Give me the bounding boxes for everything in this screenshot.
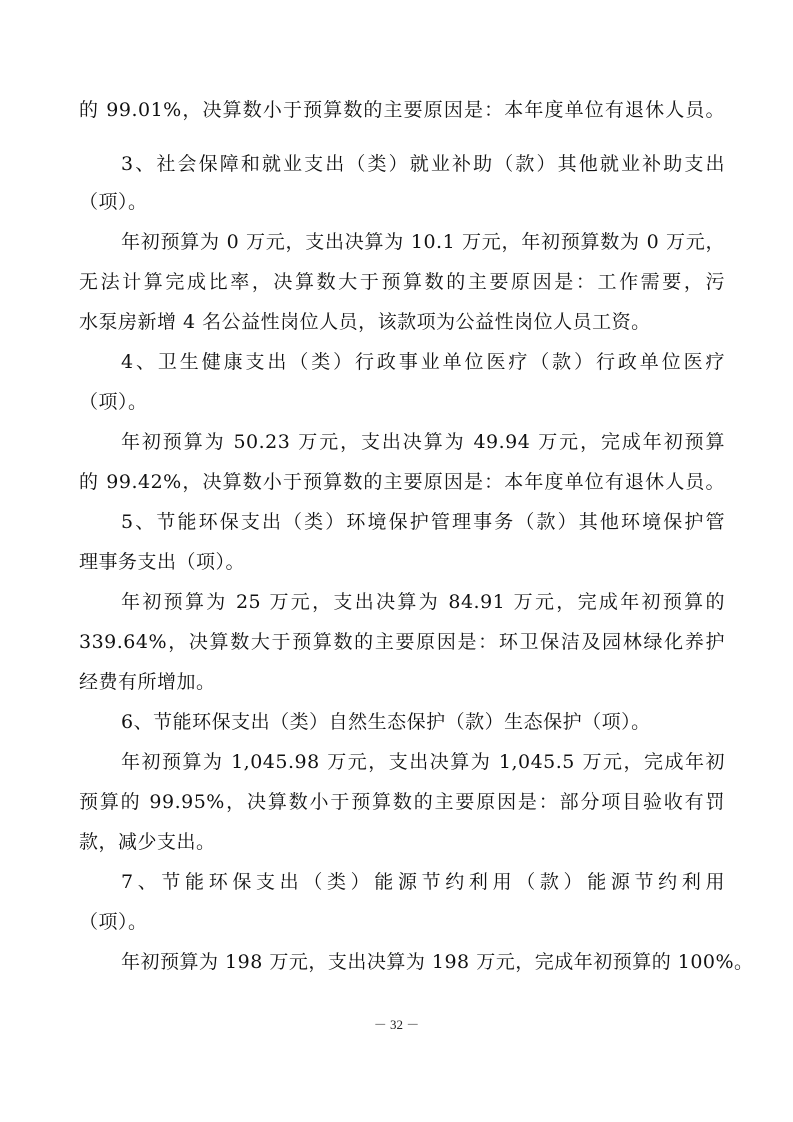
text-line: 水泵房新增 4 名公益性岗位人员，该款项为公益性岗位人员工资。 [79, 311, 651, 333]
text-line: 年初预算为 1,045.98 万元，支出决算为 1,045.5 万元，完成年初 [121, 751, 725, 773]
page-number: － 32 － [373, 1017, 420, 1032]
section-heading-4: 4、卫生健康支出（类）行政事业单位医疗（款）行政单位医疗 [121, 351, 725, 373]
text-line: （项）。 [79, 191, 148, 213]
text-line: （项）。 [79, 391, 148, 413]
text-line: （项）。 [79, 911, 148, 933]
text-line: 年初预算为 50.23 万元，支出决算为 49.94 万元，完成年初预算 [121, 431, 725, 453]
text-line: 款，减少支出。 [79, 831, 216, 853]
text-line: 年初预算为 198 万元，支出决算为 198 万元，完成年初预算的 100%。 [121, 951, 754, 973]
text-line: 预算的 99.95%，决算数小于预算数的主要原因是：部分项目验收有罚 [79, 791, 725, 813]
section-heading-6: 6、节能环保支出（类）自然生态保护（款）生态保护（项）。 [121, 711, 651, 733]
text-line: 的 99.42%，决算数小于预算数的主要原因是：本年度单位有退休人员。 [79, 471, 725, 493]
section-heading-5: 5、节能环保支出（类）环境保护管理事务（款）其他环境保护管 [121, 511, 725, 533]
text-line: 无法计算完成比率，决算数大于预算数的主要原因是：工作需要，污 [79, 271, 725, 293]
text-line: 的 99.01%，决算数小于预算数的主要原因是：本年度单位有退休人员。 [79, 99, 725, 121]
text-line: 年初预算为 25 万元，支出决算为 84.91 万元，完成年初预算的 [121, 591, 725, 613]
text-line: 理事务支出（项）。 [79, 551, 246, 573]
text-line: 339.64%，决算数大于预算数的主要原因是：环卫保洁及园林绿化养护 [79, 631, 725, 653]
text-line: 年初预算为 0 万元，支出决算为 10.1 万元，年初预算数为 0 万元， [121, 231, 725, 253]
text-line: 经费有所增加。 [79, 671, 216, 693]
section-heading-7: 7、节能环保支出（类）能源节约利用（款）能源节约利用 [121, 871, 725, 893]
section-heading-3: 3、社会保障和就业支出（类）就业补助（款）其他就业补助支出 [121, 153, 725, 175]
